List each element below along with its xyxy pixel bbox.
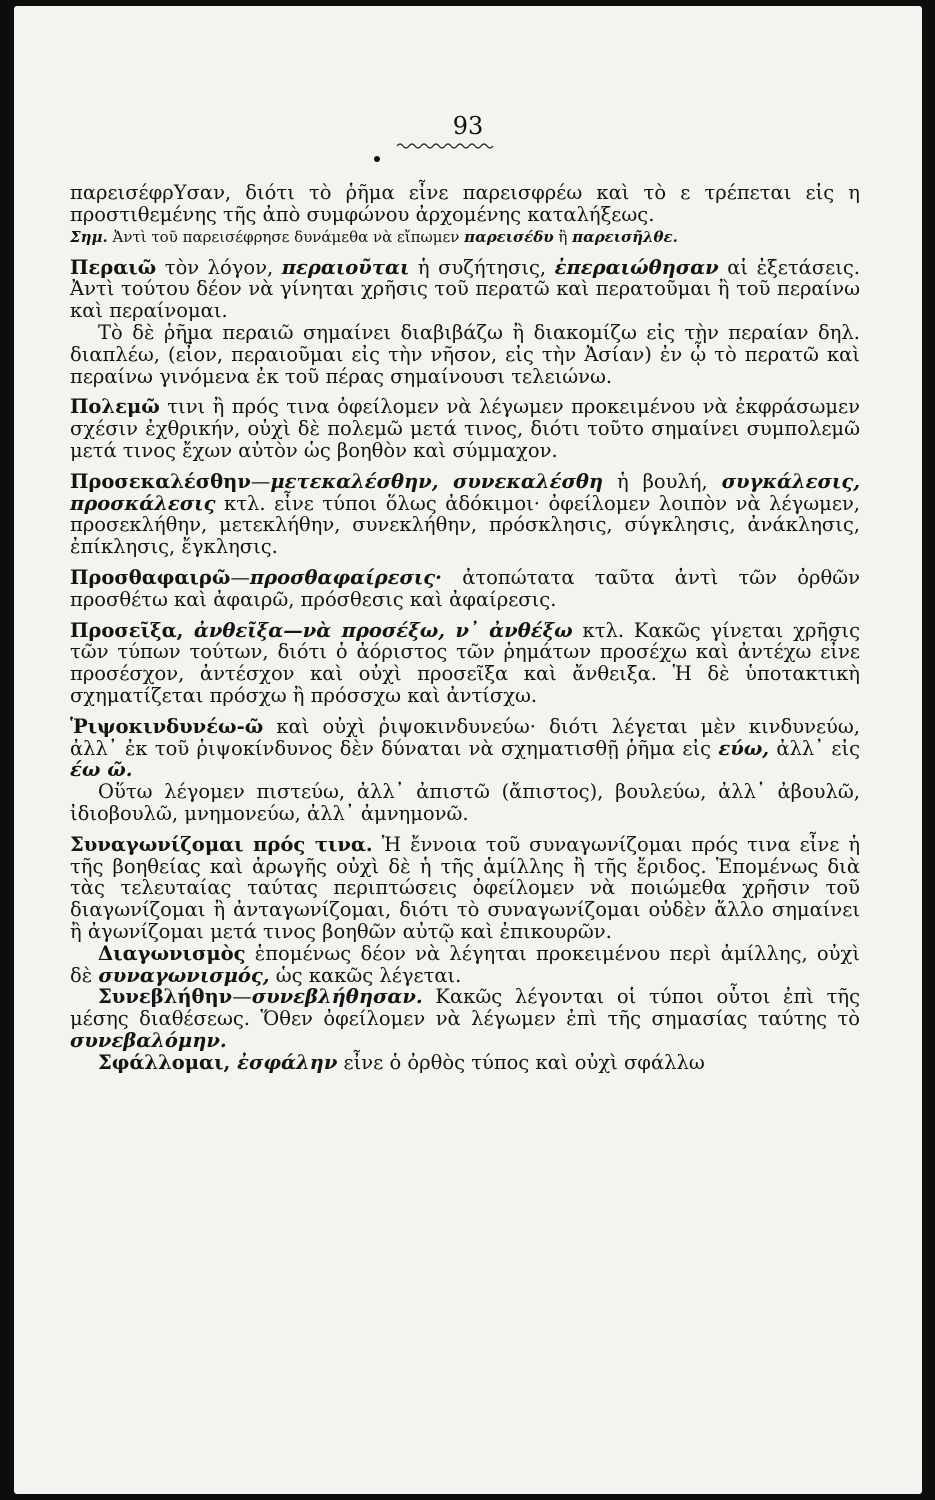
emphasized-term: συγκάλεσις, προσκάλεσις [70,469,861,515]
emphasized-term: Συναγωνίζομαι πρός τινα. [70,832,373,856]
emphasized-term: Διαγωνισμὸς [98,941,246,965]
text-run: τινι ἢ πρός τινα ὀφείλομεν νὰ λέγωμεν προκειμένου νὰ ἐκφράσωμεν σχέσιν ἐχθρικήν, οὐχὶ δὲ πολεμῶ μετά τινος, διότι τοῦτο σημαίνει συμπολεμῶ μετά τινος ἔχων αὐτὸν ὡς βοηθὸν καὶ σύμμαχον. [70,395,860,462]
text-run: ἀτοπώτατα ταῦτα ἀντὶ τῶν ὀρθῶν προσθέτω καὶ ἀφαιρῶ, πρόσθεσις καὶ ἀφαίρεσις. [70,565,860,611]
emphasized-term: συνεβλήθησαν. [251,985,423,1009]
emphasized-term: έω ῶ. [70,758,133,782]
text-paragraph [70,986,860,1051]
text-run: Οὕτω λέγομεν πιστεύω, ἀλλ᾽ ἀπιστῶ (ἄπιστος), βουλεύω, ἀλλ᾽ ἀβουλῶ, ἰδιοβουλῶ, μνημονεύω, ἀλλ᾽ ἀμνημονῶ. [70,780,860,825]
emphasized-term: Ῥιψοκινδυνέω-ῶ [70,714,264,738]
page-number: 93 [452,112,484,140]
text-run: κτλ. εἶνε τύποι ὅλως ἀδόκιμοι· ὀφείλομεν λοιπὸν νὰ λέγωμεν, προσεκλήθην, μετεκλήθην, συνεκλήθην, πρόσκλησις, σύγκλησις, ἀνάκλησις, ἐπίκλησις, ἔγκλησις. [70,491,860,559]
text-run: Ἀντὶ τοῦ παρεισέφρησε δυνάμεθα νὰ εἴπωμεν [107,227,465,246]
text-run: κτλ. Κακῶς γίνεται χρῆσις τῶν τύπων τούτων, διότι ὁ ἀόριστος τῶν ῥημάτων προσέχω καὶ ἀντέχω εἶνε προσέσχον, ἀντέσχον καὶ οὐχὶ προσεῖξα καὶ ἄνθειξα. Ἡ δὲ ὑποτακτικὴ σχηματίζεται πρόσχω ἢ πρόσσχω καὶ ἀντίσχω. [70,618,860,707]
book-page [14,6,922,1494]
text-paragraph [70,182,860,226]
emphasized-term: ἐσφάλην [237,1050,338,1074]
text-run: ἡ βουλή, [603,469,722,493]
emphasized-term: ἀνθεῖξα—νὰ προσέξω, ν᾽ ἀνθέξω [193,618,573,642]
text-paragraph [70,943,860,987]
text-run: αἱ ἐξετάσεις. Ἀντὶ τούτου δέον νὰ γίνηται χρῆσις τοῦ περατῶ καὶ περατοῦμαι ἢ τοῦ περαίνω καὶ περαίνομαι. [70,255,861,323]
text-paragraph [70,620,860,707]
text-run: — [250,469,271,493]
page-header [14,102,922,150]
text-paragraph [70,257,860,322]
text-run: τὸν λόγον, [156,255,282,279]
text-run: εἶνε ὁ ὀρθὸς τύπος καὶ οὐχὶ σφάλλω [337,1050,705,1074]
text-run: ἢ [553,227,573,246]
emphasized-term: συνεβαλόμην. [70,1028,227,1052]
text-paragraph [70,716,860,781]
footnote-paragraph [70,226,860,248]
text-run: ἡ συζήτησις, [409,255,555,279]
text-paragraph [70,567,860,611]
emphasized-term: Σημ. [70,227,108,246]
text-paragraph [70,781,860,825]
emphasized-term: Προσθαφαιρῶ [70,565,231,589]
emphasized-term: Πολεμῶ [70,395,160,419]
emphasized-term: περαιοῦται [281,255,410,279]
emphasized-term: Προσεῖξα, [70,618,194,642]
text-paragraph [70,1052,860,1074]
emphasized-term: παρεισῆλθε. [572,227,678,246]
text-run: ἀλλ᾽ εἰς [769,736,861,760]
emphasized-term: Συνεβλήθην [98,985,233,1009]
text-run: καὶ οὐχὶ ῥιψοκινδυνεύω· διότι λέγεται μὲν κινδυνεύω, ἀλλ᾽ ἐκ τοῦ ῥιψοκίνδυνος δὲν δύναται νὰ σχηματισθῇ ῥῆμα εἰς [70,714,860,760]
text-run: — [230,565,250,589]
text-run: Ἡ ἔννοια τοῦ συναγωνίζομαι πρός τινα εἶνε ἡ τῆς βοηθείας καὶ ἀρωγῆς οὐχὶ δὲ ἡ τῆς ἁμίλλης ἢ τῆς ἔριδος. Ἑπομένως διὰ τὰς τελευταίας ταύτας περιπτώσεις ὀφείλομεν νὰ ποιώμεθα χρῆσιν τοῦ διαγωνίζομαι ἢ ἀνταγωνίζομαι, διότι τὸ συναγωνίζομαι οὐδὲν ἄλλο σημαίνει ἢ ἀγωνίζομαι μετά τινος βοηθῶν αὐτῷ καὶ ἐπικουρῶν. [70,832,860,943]
emphasized-term: Προσεκαλέσθην [70,469,251,493]
text-body [70,182,860,1073]
text-run: Τὸ δὲ ῥῆμα περαιῶ σημαίνει διαβιβάζω ἢ διακομίζω εἰς τὴν περαίαν δηλ. διαπλέω, (εἶον, περαιοῦμαι εἰς τὴν νῆσον, εἰς τὴν Ἀσίαν) ἐν ᾧ τὸ περατῶ καὶ περαίνω γινόμενα ἐκ τοῦ πέρας σημαίνουσι τελειώνω. [70,320,860,388]
text-run: — [232,985,252,1009]
text-run: ἑπομένως δέον νὰ λέγηται προκειμένου περὶ ἁμίλλης, οὐχὶ δὲ [70,941,860,987]
emphasized-term: μετεκαλέσθην, συνεκαλέσθη [270,469,604,493]
ornament-dot [374,156,380,162]
text-run: ὡς κακῶς λέγεται. [269,963,462,987]
text-paragraph [70,396,860,461]
emphasized-term: Περαιῶ [70,255,157,279]
emphasized-term: προσθαφαίρεσις· [249,565,442,589]
text-paragraph [70,471,860,558]
emphasized-term: παρεισέδυ [464,227,554,246]
text-paragraph [70,834,860,943]
emphasized-term: Σφάλλομαι, [98,1050,238,1074]
wavy-rule-ornament [397,140,497,150]
emphasized-term: εύω, [718,736,770,760]
text-paragraph [70,322,860,387]
emphasized-term: ἐπεραιώθησαν [554,255,719,279]
emphasized-term: συναγωνισμός, [98,963,270,987]
text-run: Κακῶς λέγονται οἱ τύποι οὗτοι ἐπὶ τῆς μέσης διαθέσεως. Ὅθεν ὀφείλομεν νὰ λέγωμεν ἐπὶ τῆς σημασίας ταύτης τὸ [70,985,860,1031]
text-run: παρεισέφρΥσαν, διότι τὸ ῥῆμα εἶνε παρεισφρέω καὶ τὸ ε τρέπεται εἰς η προστιθεμένης τῆς ἀπὸ συμφώνου ἀρχομένης καταλήξεως. [70,181,860,226]
